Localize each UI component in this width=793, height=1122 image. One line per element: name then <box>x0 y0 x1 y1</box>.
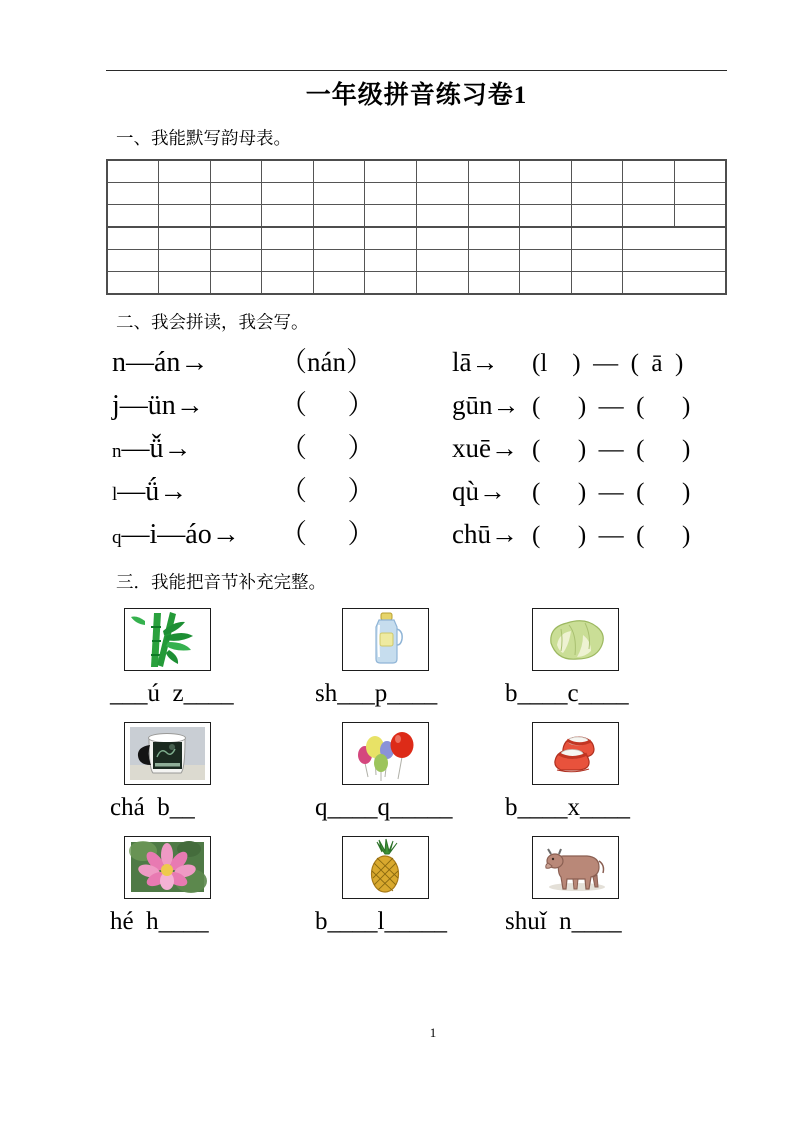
vowel-table-cell <box>571 272 623 295</box>
vowel-table-cell <box>313 250 365 272</box>
vowel-table-cell <box>623 272 726 295</box>
vowel-table-cell <box>468 205 520 228</box>
vowel-table-cell <box>210 250 262 272</box>
pinyin-rest: —i—áo→ <box>121 519 240 550</box>
vowel-table-row <box>107 183 726 205</box>
balloons-image <box>342 722 429 785</box>
vowel-table-cell <box>210 227 262 250</box>
syllable-caption: chá b__ <box>110 794 195 821</box>
vowel-table-row <box>107 272 726 295</box>
bamboo-image <box>124 608 211 671</box>
vowel-table-cell <box>313 160 365 183</box>
syllable-item <box>501 836 727 936</box>
vowel-table-cell <box>365 272 417 295</box>
vowel-table-row <box>107 250 726 272</box>
cabbage-image <box>532 608 619 671</box>
vowel-table-cell <box>107 227 159 250</box>
vowel-table-cell <box>416 205 468 228</box>
syllable-row <box>106 836 727 936</box>
pinyin-left-answer: （ ） <box>280 519 375 549</box>
vowel-table-cell <box>313 183 365 205</box>
pinyin-right-expression: gūn→ <box>452 390 520 420</box>
pinyin-left-expression <box>112 519 280 551</box>
mug-image <box>124 722 211 785</box>
section2-heading: 二、我会拼读，我会写。 <box>116 312 309 332</box>
section3-heading: 三．我能把音节补充完整。 <box>116 572 326 592</box>
pinyin-initial: l <box>112 484 118 505</box>
syllable-caption: sh___p____ <box>315 680 438 707</box>
vowel-table-cell <box>416 183 468 205</box>
vowel-table-cell <box>520 205 572 228</box>
vowel-table-cell <box>571 205 623 228</box>
vowel-table-cell <box>210 272 262 295</box>
vowel-table-cell <box>210 205 262 228</box>
vowel-table-cell <box>468 160 520 183</box>
pinyin-exercise <box>106 340 727 555</box>
pinyin-left-answer: （nán） <box>280 347 373 377</box>
vowel-table-cell <box>623 183 675 205</box>
vowel-table-cell <box>468 250 520 272</box>
vowel-table-cell <box>520 183 572 205</box>
vowel-table-cell <box>159 272 211 295</box>
vowel-table-cell <box>262 227 314 250</box>
vowel-table-cell <box>365 183 417 205</box>
vowel-table-cell <box>623 160 675 183</box>
vowel-table-cell <box>210 160 262 183</box>
cabbage-illustration <box>533 609 618 670</box>
vowel-table-cell <box>365 227 417 250</box>
vowel-table-cell <box>623 205 675 228</box>
vowel-table-cell <box>674 160 726 183</box>
syllable-caption: b____l_____ <box>315 908 447 935</box>
vowel-table-cell <box>571 183 623 205</box>
pinyin-right-answer: ( ) — ( ) <box>532 393 691 420</box>
pinyin-left-answer: （ ） <box>280 390 375 420</box>
syllable-item <box>311 722 501 822</box>
pinyin-left-answer: （ ） <box>280 433 375 463</box>
vowel-table-cell <box>313 272 365 295</box>
pinyin-initial: j <box>112 390 120 421</box>
vowel-table-cell <box>159 205 211 228</box>
pinyin-row <box>106 383 727 426</box>
pinyin-right-answer: ( ) — ( ) <box>532 522 691 549</box>
pinyin-right-answer: (l ) — ( ā ) <box>532 350 684 377</box>
balloons-illustration <box>343 723 428 784</box>
water-bottle-image <box>342 608 429 671</box>
vowel-table-cell <box>468 227 520 250</box>
mug-illustration <box>125 723 210 784</box>
vowel-table-cell <box>365 160 417 183</box>
vowel-table-row <box>107 205 726 228</box>
vowel-table-cell <box>674 205 726 228</box>
vowel-table-body <box>107 160 726 294</box>
vowel-table-cell <box>262 250 314 272</box>
pinyin-initial: n <box>112 347 126 378</box>
syllable-caption: shuǐ n____ <box>505 908 622 935</box>
vowel-table-cell <box>159 250 211 272</box>
vowel-table-cell <box>159 183 211 205</box>
shoes-illustration <box>533 723 618 784</box>
cow-image <box>532 836 619 899</box>
pineapple-image <box>342 836 429 899</box>
vowel-table-cell <box>520 227 572 250</box>
vowel-table-cell <box>262 272 314 295</box>
vowel-table-cell <box>365 205 417 228</box>
pinyin-left-expression <box>112 433 280 465</box>
pinyin-rest: —án→ <box>126 347 209 378</box>
pinyin-right-answer: ( ) — ( ) <box>532 436 691 463</box>
section1-heading: 一、我能默写韵母表。 <box>116 128 291 148</box>
syllable-item <box>106 608 311 708</box>
vowel-table-cell <box>159 227 211 250</box>
pinyin-row <box>106 340 727 383</box>
vowel-table-cell <box>365 250 417 272</box>
vowel-table-cell <box>571 160 623 183</box>
syllable-caption: b____x____ <box>505 794 630 821</box>
lotus-image <box>124 836 211 899</box>
syllable-caption: hé h____ <box>110 908 209 935</box>
pinyin-left-expression <box>112 347 280 379</box>
vowel-table-cell <box>313 205 365 228</box>
syllable-item <box>311 608 501 708</box>
vowel-table-cell <box>262 205 314 228</box>
header-rule <box>106 70 727 71</box>
pinyin-row <box>106 469 727 512</box>
shoes-image <box>532 722 619 785</box>
page-title: 一年级拼音练习卷1 <box>305 82 528 109</box>
syllable-row <box>106 608 727 708</box>
vowel-table-cell <box>416 250 468 272</box>
pinyin-right-expression: xuē→ <box>452 433 518 463</box>
pinyin-rest: —ün→ <box>119 390 204 421</box>
page-number: 1 <box>429 1025 437 1040</box>
syllable-item <box>106 836 311 936</box>
pinyin-right-answer: ( ) — ( ) <box>532 479 691 506</box>
pinyin-initial: n <box>112 441 122 462</box>
vowel-table-row <box>107 160 726 183</box>
pinyin-row <box>106 512 727 555</box>
syllable-caption: b____c____ <box>505 680 629 707</box>
pinyin-initial: q <box>112 527 122 548</box>
vowel-table-cell <box>468 183 520 205</box>
vowel-table-cell <box>416 160 468 183</box>
pinyin-left-expression <box>112 476 280 508</box>
vowel-table-cell <box>520 250 572 272</box>
vowel-table-cell <box>571 227 623 250</box>
vowel-table-cell <box>468 272 520 295</box>
vowel-table-cell <box>107 272 159 295</box>
vowel-table-cell <box>107 205 159 228</box>
vowel-table <box>106 159 727 295</box>
vowel-table-cell <box>623 227 726 250</box>
syllable-caption: ___ú z____ <box>110 680 234 707</box>
vowel-table-cell <box>520 272 572 295</box>
vowel-table-cell <box>674 183 726 205</box>
vowel-table-cell <box>416 227 468 250</box>
vowel-table-cell <box>107 183 159 205</box>
vowel-table-cell <box>262 160 314 183</box>
worksheet-page <box>106 0 727 936</box>
pineapple-illustration <box>343 837 428 898</box>
cow-illustration <box>533 837 618 898</box>
syllable-item <box>106 722 311 822</box>
lotus-illustration <box>125 837 210 898</box>
pinyin-left-expression <box>112 390 280 422</box>
vowel-table-cell <box>416 272 468 295</box>
vowel-table-cell <box>313 227 365 250</box>
vowel-table-cell <box>107 160 159 183</box>
pinyin-row <box>106 426 727 469</box>
vowel-table-cell <box>262 183 314 205</box>
vowel-table-cell <box>623 250 726 272</box>
pinyin-right-expression: lā→ <box>452 347 499 377</box>
vowel-table-cell <box>520 160 572 183</box>
syllable-row <box>106 722 727 822</box>
syllable-item <box>311 836 501 936</box>
vowel-table-row <box>107 227 726 250</box>
pinyin-left-answer: （ ） <box>280 476 375 506</box>
syllable-caption: q____q_____ <box>315 794 453 821</box>
pinyin-rest: —ǘ→ <box>117 476 188 507</box>
water-bottle-illustration <box>343 609 428 670</box>
pinyin-right-expression: qù→ <box>452 476 506 506</box>
vowel-table-cell <box>107 250 159 272</box>
vowel-table-cell <box>571 250 623 272</box>
pinyin-right-expression: chū→ <box>452 519 518 549</box>
vowel-table-cell <box>159 160 211 183</box>
syllable-item <box>501 608 727 708</box>
bamboo-illustration <box>125 609 210 670</box>
syllable-item <box>501 722 727 822</box>
vowel-table-cell <box>210 183 262 205</box>
pinyin-rest: —ǚ→ <box>121 433 192 464</box>
